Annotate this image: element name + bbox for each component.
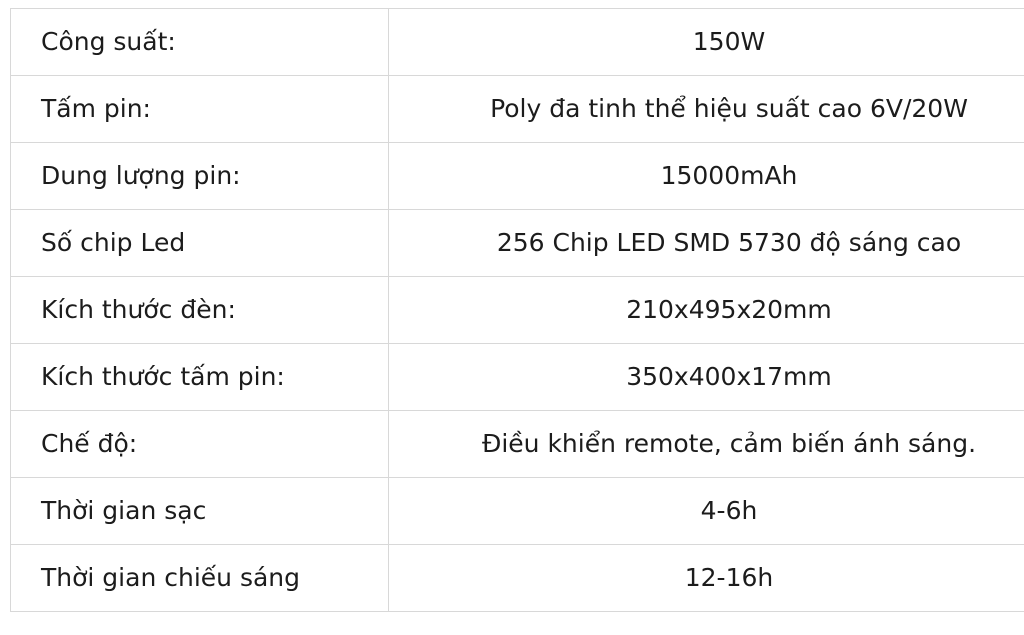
spec-value: 210x495x20mm (389, 277, 1024, 344)
specifications-table (10, 8, 1024, 612)
spec-label: Số chip Led (11, 210, 389, 277)
spec-label: Thời gian sạc (11, 478, 389, 545)
spec-value: 256 Chip LED SMD 5730 độ sáng cao (389, 210, 1024, 277)
table-row (11, 545, 1024, 612)
spec-value: 12-16h (389, 545, 1024, 612)
spec-label: Kích thước tấm pin: (11, 344, 389, 411)
table-row (11, 210, 1024, 277)
spec-label: Tấm pin: (11, 76, 389, 143)
table-row (11, 478, 1024, 545)
spec-label: Chế độ: (11, 411, 389, 478)
specifications-table-body (11, 9, 1024, 612)
table-row (11, 411, 1024, 478)
spec-value: 15000mAh (389, 143, 1024, 210)
spec-value: 350x400x17mm (389, 344, 1024, 411)
table-row (11, 143, 1024, 210)
table-row (11, 277, 1024, 344)
spec-value: Poly đa tinh thể hiệu suất cao 6V/20W (389, 76, 1024, 143)
spec-value: 150W (389, 9, 1024, 76)
spec-label: Dung lượng pin: (11, 143, 389, 210)
spec-label: Công suất: (11, 9, 389, 76)
table-row (11, 344, 1024, 411)
table-row (11, 9, 1024, 76)
spec-label: Thời gian chiếu sáng (11, 545, 389, 612)
spec-label: Kích thước đèn: (11, 277, 389, 344)
table-row (11, 76, 1024, 143)
spec-value: 4-6h (389, 478, 1024, 545)
spec-value: Điều khiển remote, cảm biến ánh sáng. (389, 411, 1024, 478)
